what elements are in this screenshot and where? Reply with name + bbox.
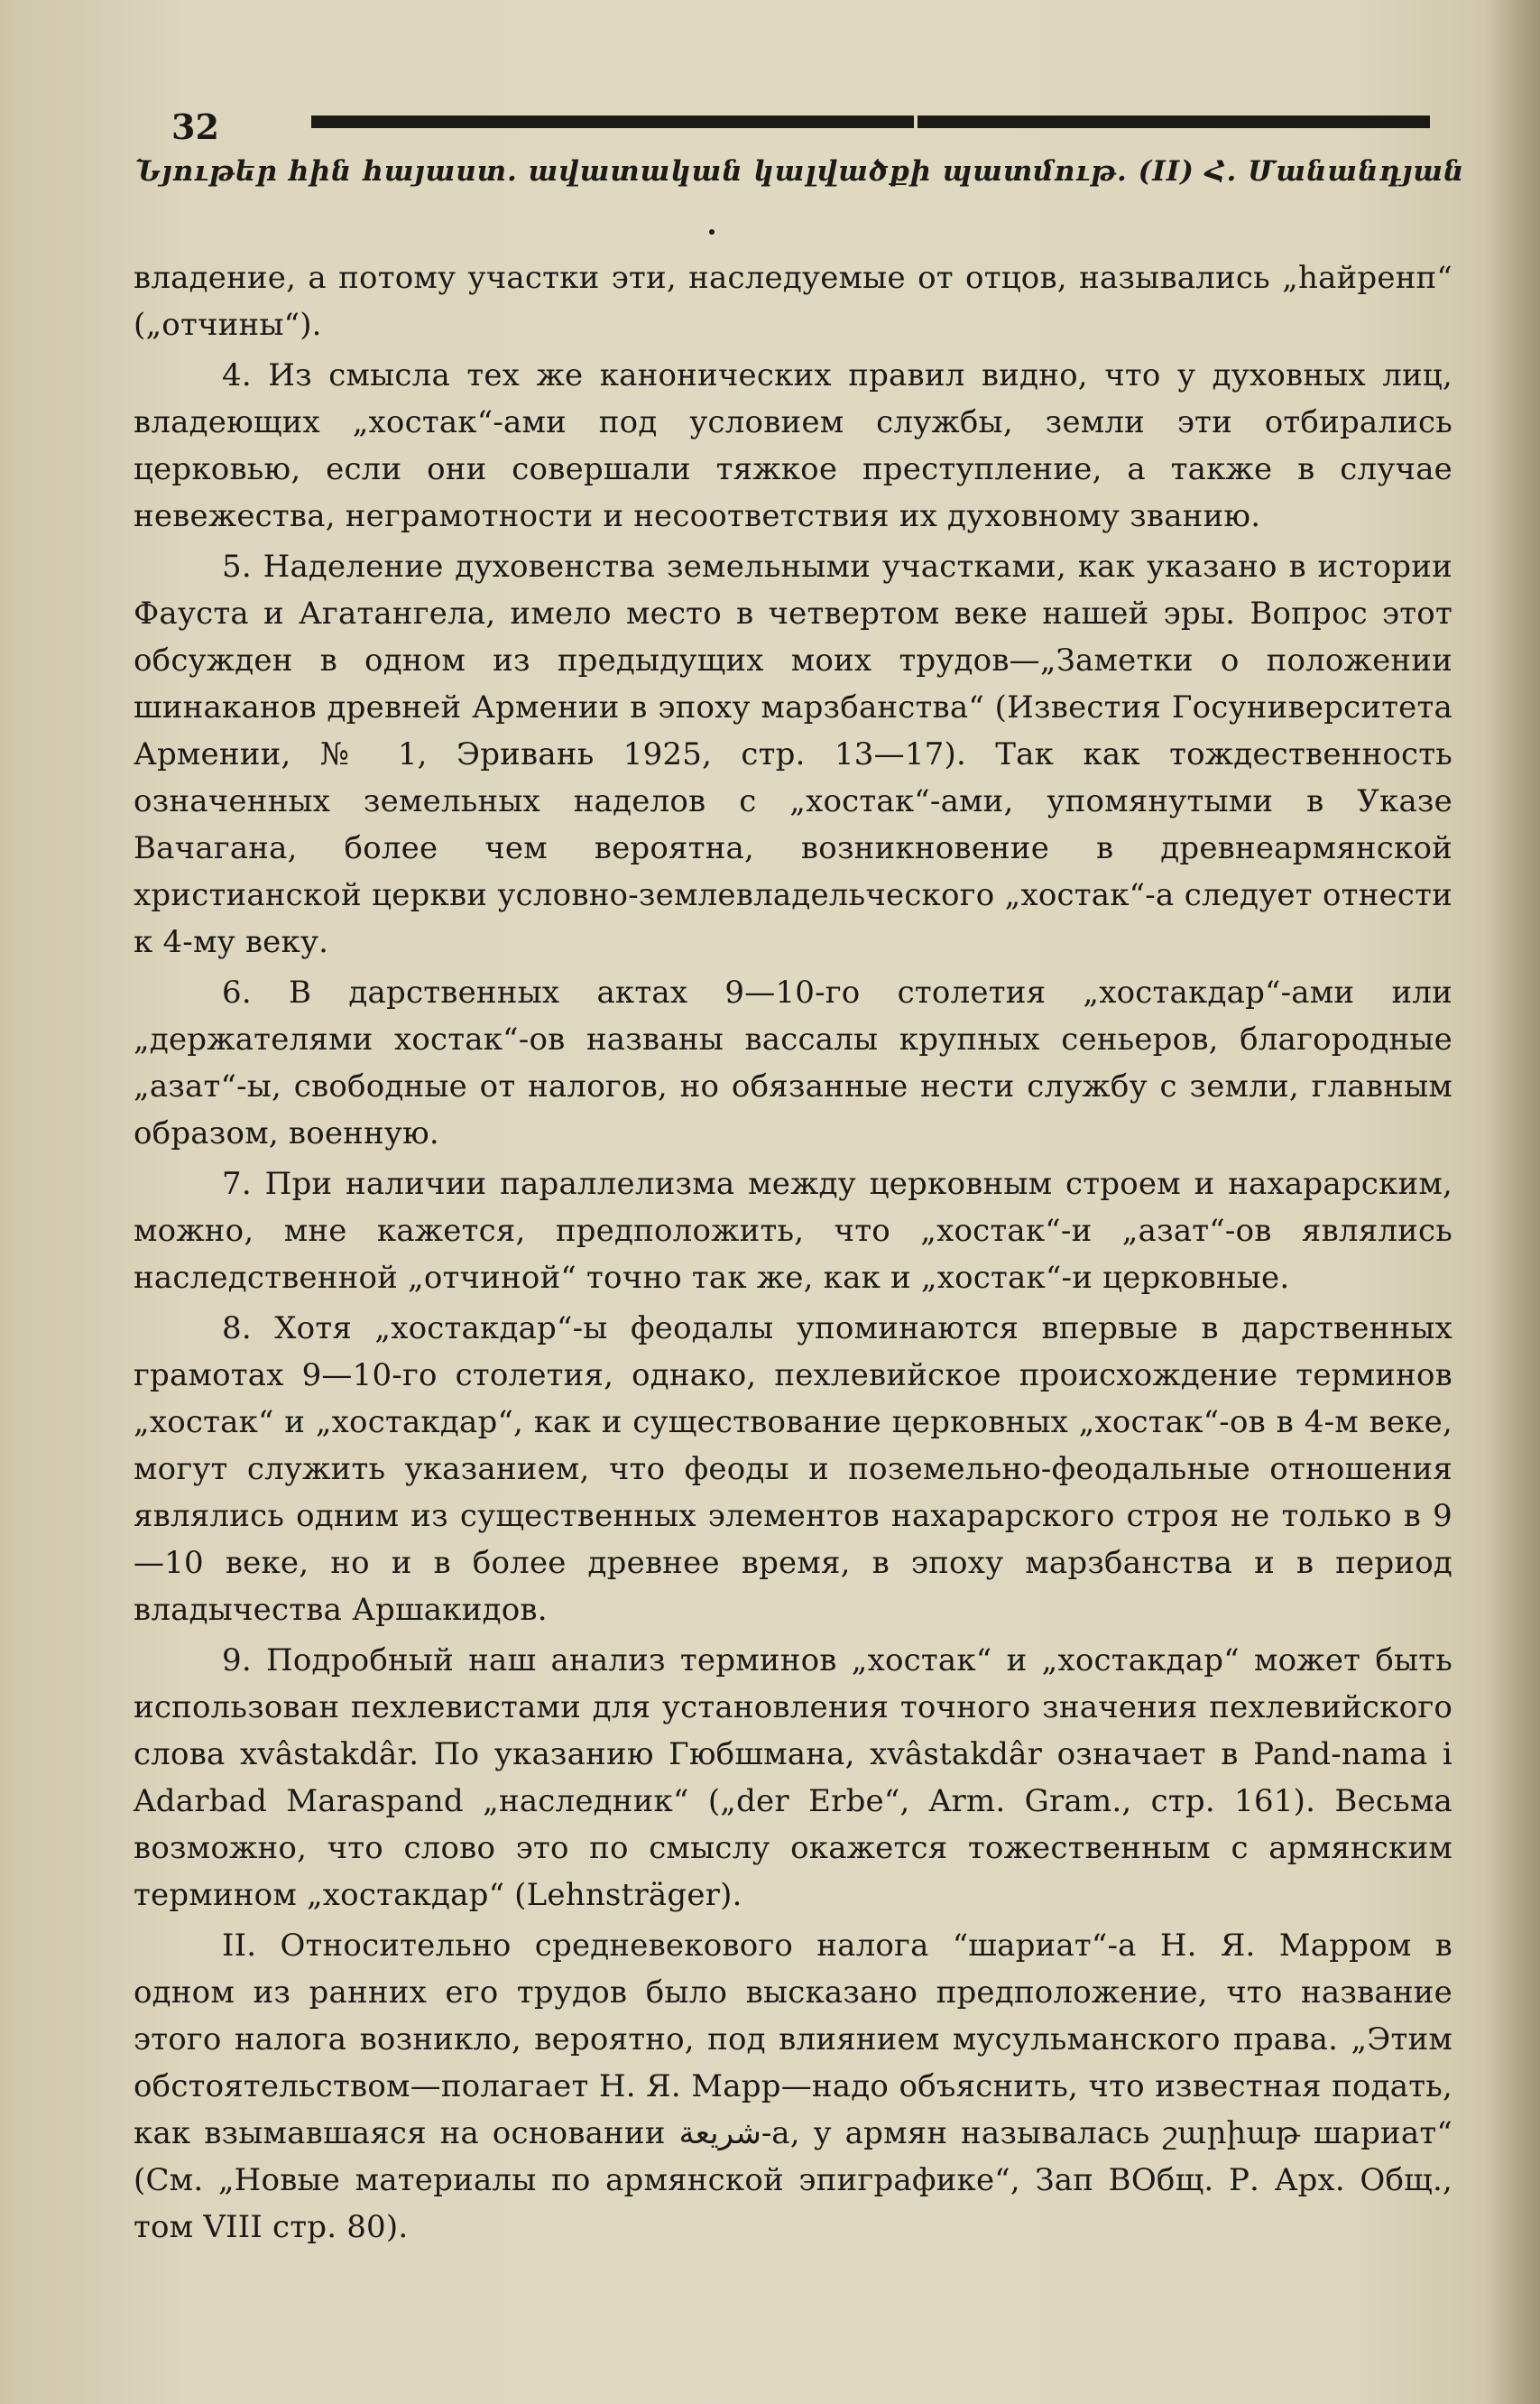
header-rule-right xyxy=(918,116,1430,128)
paragraph-5: 5. Наделение духовенства земельными участками, как указано в истории Фауста и Агатангела, имело место в четвертом веке нашей эры. Вопрос этот обсужден в одном из предыдущих моих трудов—„Заметки о положении шинаканов древней Армении в эпоху марзбанства“ (Известия Госуниверситета Армении, № 1, Эривань 1925, стр. 13—17). Так как тождественность означенных земельных наделов с „хостак“-ами, упомянутыми в Указе Вачагана, более чем вероятна, возникновение в древнеармянской христианской церкви условно-землевладельческого „хостак“-а следует отнести к 4-му веку. xyxy=(134,549,1452,960)
header-rule xyxy=(311,116,1430,130)
paragraph-9: 9. Подробный наш анализ терминов „хостак“ и „хостакдар“ может быть использован пехлевистами для установления точного значения пехлевийского слова xvâstakdâr. По указанию Гюбшмана, xvâstakdâr означает в Pand-nama i Adarbad Maraspand „наследник“ („der Erbe“, Arm. Gram., стр. 161). Весьма возможно, что слово это по смыслу окажется тожественным с армянским термином „хостакдар“ (Lehnsträger). xyxy=(134,1642,1452,1913)
paragraph-8: 8. Хотя „хостакдар“-ы феодалы упоминаются впервые в дарственных грамотах 9—10-го столетия, однако, пехлевийское происхождение терминов „хостак“ и „хостакдар“, как и существование церковных „хостак“-ов в 4-м веке, могут служить указанием, что феоды и поземельно-феодальные отношения являлись одним из существенных элементов нахарарского строя не только в 9—10 веке, но и в более древнее время, в эпоху марзбанства и в период владычества Аршакидов. xyxy=(134,1310,1452,1628)
page-number: 32 xyxy=(171,106,219,147)
center-dot xyxy=(709,229,715,235)
page-edge-shadow xyxy=(1484,0,1540,2404)
paragraph-6: 6. В дарственных актах 9—10-го столетия „хостакдар“-ами или „держателями хостак“-ов названы вассалы крупных сеньеров, благородные „азат“-ы, свободные от налогов, но обязанные нести службу с земли, главным образом, военную. xyxy=(134,975,1452,1151)
header-rule-left xyxy=(311,116,914,128)
running-head: Նյութեր հին հայաստ. ավատական կալվածքի պատմութ. (II) Հ. Մանանդյան xyxy=(135,155,1465,188)
body-text xyxy=(134,254,1452,2251)
paragraph-7: 7. При наличии параллелизма между церковным строем и нахарарским, можно, мне кажется, предположить, что „хостак“-и „азат“-ов являлись наследственной „отчиной“ точно так же, как и „хостак“-и церковные. xyxy=(134,1166,1452,1296)
paragraph-continuation: владение, а потому участки эти, наследуемые от отцов, назывались „hайренп“ („отчины“). xyxy=(134,260,1452,343)
paragraph-II: II. Относительно средневекового налога “шариат“-а Н. Я. Марром в одном из ранних его трудов было высказано предположение, что название этого налога возникло, вероятно, под влиянием мусульманского права. „Этим обстоятельством—полагает Н. Я. Марр—надо объяснить, что известная подать, как взымавшаяся на основании شریعة-а, у армян называлась շարիաթ шариат“ (См. „Новые материалы по армянской эпиграфике“, Зап ВОбщ. Р. Арх. Общ., том VIII стр. 80). xyxy=(134,1928,1452,2245)
paragraph-4: 4. Из смысла тех же канонических правил видно, что у духовных лиц, владеющих „хостак“-ами под условием службы, земли эти отбирались церковью, если они совершали тяжкое преступление, а также в случае невежества, неграмотности и несоответствия их духовному званию. xyxy=(134,357,1452,534)
